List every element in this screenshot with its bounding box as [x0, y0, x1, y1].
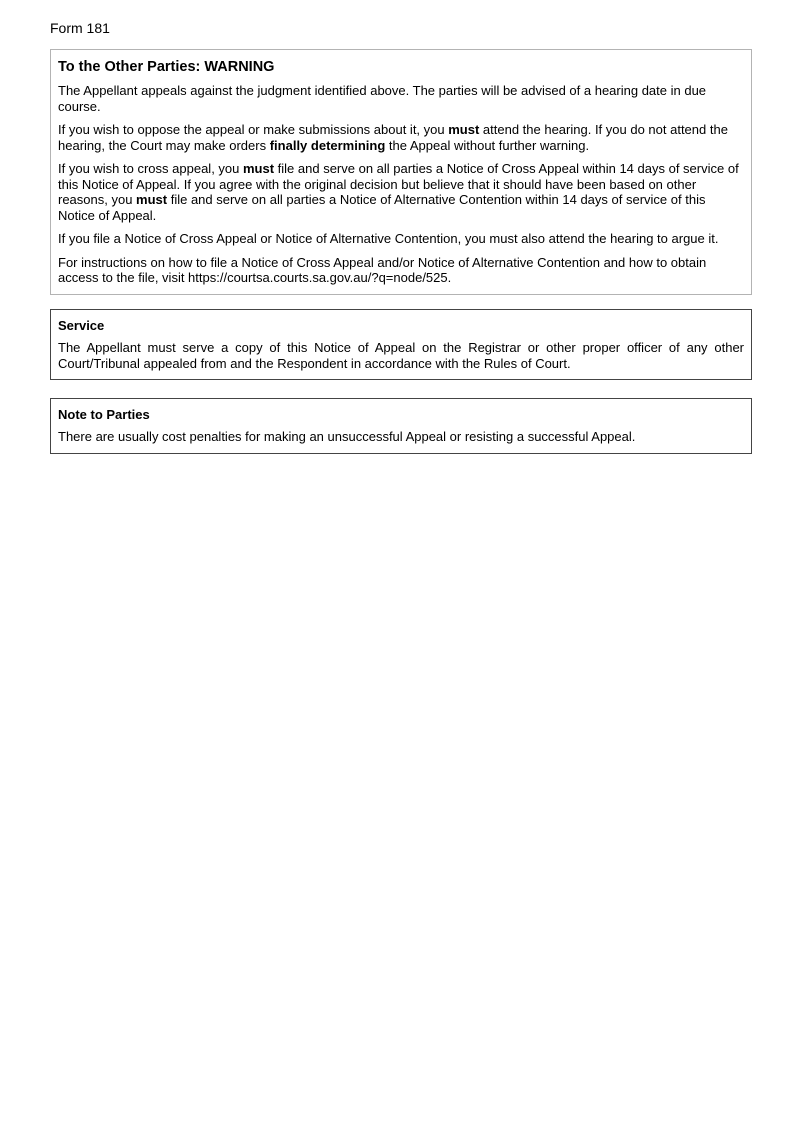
warning-p2-text-e: the Appeal without further warning.	[385, 137, 590, 153]
warning-p3-text-a: If you wish to cross appeal, you	[58, 161, 243, 176]
warning-p3-text-c: file and serve on all parties a Notice of Cross Appeal within 14 days of service of this Notice of Appeal. If you agree with the original decision but believe that it should have been based on other reasons, you	[58, 161, 739, 207]
warning-p3-emphasis-must-1: must	[242, 161, 275, 176]
service-title: Service	[58, 318, 105, 333]
form-number-label: Form 181	[50, 20, 110, 36]
warning-p2-text-c: attend the hearing. If you do not attend the hearing, the Court may make orders	[58, 122, 728, 153]
warning-paragraph-4: If you file a Notice of Cross Appeal or Notice of Alternative Contention, you must also attend the hearing to argue it.	[58, 231, 719, 246]
warning-p2-text-a: If you wish to oppose the appeal or make submissions about it, you	[58, 122, 449, 137]
warning-paragraph-5: For instructions on how to file a Notice of Cross Appeal and/or Notice of Alternative Contention and how to obtain access to the file, visit https://courtsa.courts.sa.gov.au/?q=node/525.	[58, 254, 707, 285]
warning-p3-emphasis-must-2: must	[136, 192, 168, 207]
warning-paragraph-2	[58, 122, 744, 153]
warning-title: To the Other Parties: WARNING	[58, 59, 275, 75]
warning-p2-emphasis-finally-determining: finally determining	[269, 137, 386, 153]
warning-paragraph-1: The Appellant appeals against the judgment identified above. The parties will be advised of a hearing date in due course.	[58, 83, 707, 114]
note-title: Note to Parties	[58, 407, 150, 422]
warning-section	[50, 49, 752, 295]
note-body: There are usually cost penalties for making an unsuccessful Appeal or resisting a successful Appeal.	[58, 429, 636, 444]
service-body: The Appellant must serve a copy of this Notice of Appeal on the Registrar or other proper officer of any other Court/Tribunal appealed from and the Respondent in accordance with the Rules of Court.	[58, 340, 744, 371]
warning-p2-emphasis-must: must	[448, 122, 480, 137]
note-to-parties-section	[50, 398, 752, 454]
warning-p3-text-e: file and serve on all parties a Notice of Alternative Contention within 14 days of service of this Notice of Appeal.	[58, 192, 706, 223]
service-section	[50, 309, 752, 380]
warning-paragraph-3	[58, 161, 744, 223]
